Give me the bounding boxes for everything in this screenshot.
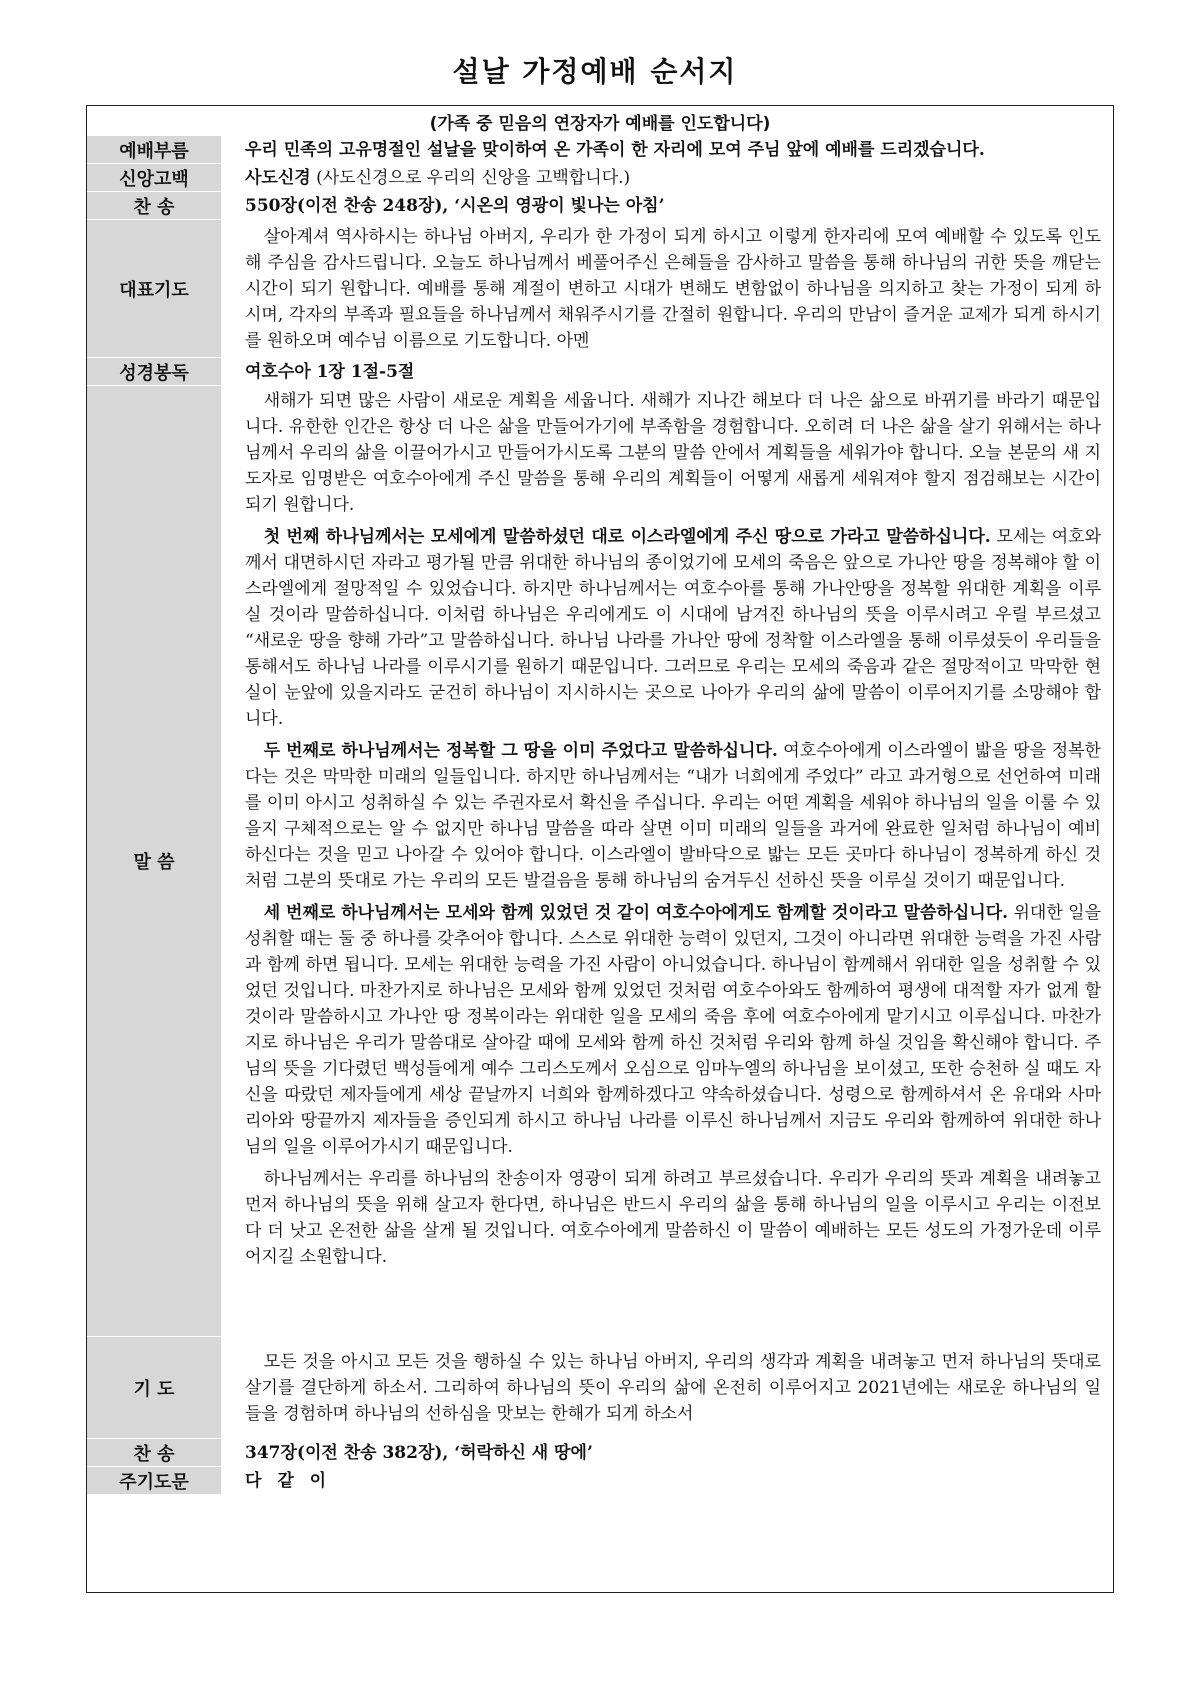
row-closing-prayer bbox=[87, 1337, 1113, 1439]
leader-note: (가족 중 믿음의 연장자가 예배를 인도합니다) bbox=[429, 113, 771, 134]
creed-text: (사도신경으로 우리의 신앙을 고백합니다.) bbox=[310, 168, 631, 188]
representative-prayer-content bbox=[245, 220, 1101, 358]
page-title: 설날 가정예배 순서지 bbox=[452, 55, 738, 88]
sermon-content bbox=[245, 386, 1101, 1337]
sermon-point-3-heading: 세 번째로 하나님께서는 모세와 함께 있었던 것 같이 여호수아에게도 함께할 것이라고 말씀하십니다. bbox=[263, 903, 1009, 923]
closing-prayer-text: 모든 것을 아시고 모든 것을 행하실 수 있는 하나님 아버지, 우리의 생각과 계획을 내려놓고 먼저 하나님의 뜻대로 살기를 결단하게 하소서. 그리하여 하나님의 뜻이 우리의 삶에 온전히 이루어지고 2021년에는 새로운 하나님의 일들을 경험하며 하나님의 선하심을 맛보는 한해가 되게 하소서 bbox=[245, 1352, 1101, 1424]
row-hymn-closing bbox=[87, 1439, 1113, 1467]
row-creed bbox=[87, 164, 1113, 192]
call-to-worship-text: 우리 민족의 고유명절인 설날을 맞이하여 온 가족이 한 자리에 모여 주님 앞에 예배를 드리겠습니다. bbox=[245, 140, 985, 160]
label-creed: 신앙고백 bbox=[87, 164, 221, 192]
row-scripture-reading bbox=[87, 358, 1113, 386]
sermon-point-1-body: 모세는 여호와께서 대면하시던 자라고 평가될 만큼 위대한 하나님의 종이었기에 모세의 죽음은 앞으로 가나안 땅을 정복해야 할 이스라엘에게 절망적일 수 있었습니다. 하지만 하나님께서는 여호수아를 통해 가나안땅을 정복할 위대한 계획을 이루실 것이라 말씀하십니다. 이처럼 하나님은 우리에게도 이 시대에 남겨진 하나님의 뜻을 이루시려고 우릴 부르셨고 “새로운 땅을 향해 가라”고 말씀하십니다. 하나님 나라를 가나안 땅에 정착할 이스라엘을 통해 이루셨듯이 우리들을 통해서도 하나님 나라를 이루시기를 원하기 때문입니다. 그러므로 우리는 모세의 죽음과 같은 절망적이고 막막한 현실이 눈앞에 있을지라도 굳건히 하나님이 지시하시는 곳으로 나아가 우리의 삶에 말씀이 이루어지기를 소망해야 합니다. bbox=[245, 527, 1101, 729]
label-lords-prayer: 주기도문 bbox=[87, 1467, 221, 1495]
label-hymn-closing: 찬 송 bbox=[87, 1439, 221, 1467]
sermon-point-1 bbox=[245, 524, 1101, 732]
creed-content bbox=[245, 164, 1101, 192]
sermon-point-2 bbox=[245, 738, 1101, 894]
order-of-worship-table bbox=[86, 105, 1114, 1593]
row-call-to-worship bbox=[87, 136, 1113, 164]
scripture-reading-text: 여호수아 1장 1절-5절 bbox=[245, 362, 415, 382]
label-scripture-reading: 성경봉독 bbox=[87, 358, 221, 386]
sermon-point-2-heading: 두 번째로 하나님께서는 정복할 그 땅을 이미 주었다고 말씀하십니다. bbox=[263, 741, 778, 761]
row-representative-prayer bbox=[87, 220, 1113, 358]
hymn-opening-text: 550장(이전 찬송 248장), ‘시온의 영광이 빛나는 아침’ bbox=[245, 196, 665, 216]
row-sermon bbox=[87, 386, 1113, 1337]
sermon-point-3 bbox=[245, 900, 1101, 1160]
closing-prayer-content bbox=[245, 1337, 1101, 1439]
label-closing-prayer: 기 도 bbox=[87, 1337, 221, 1439]
label-hymn-opening: 찬 송 bbox=[87, 192, 221, 220]
creed-head: 사도신경 bbox=[245, 168, 311, 188]
representative-prayer-text: 살아계셔 역사하시는 하나님 아버지, 우리가 한 가정이 되게 하시고 이렇게 한자리에 모여 예배할 수 있도록 인도해 주심을 감사드립니다. 오늘도 하나님께서 베풀어주신 은혜들을 감사하고 말씀을 통해 하나님의 귀한 뜻을 깨닫는 시간이 되기 원합니다. 예배를 통해 계절이 변하고 시대가 변해도 변함없이 하나님을 의지하고 찾는 가정이 되게 하시며, 각자의 부족과 필요들을 하나님께서 채워주시기를 간절히 원합니다. 우리의 만남이 즐거운 교제가 되게 하시기를 원하오며 예수님 이름으로 기도합니다. 아멘 bbox=[245, 227, 1101, 351]
sermon-paragraph-conclusion: 하나님께서는 우리를 하나님의 찬송이자 영광이 되게 하려고 부르셨습니다. 우리가 우리의 뜻과 계획을 내려놓고 먼저 하나님의 뜻을 위해 살고자 한다면, 하나님은 반드시 우리의 삶을 통해 하나님의 일을 이루시고 우리는 이전보다 더 낫고 온전한 삶을 살게 될 것입니다. 여호수아에게 말씀하신 이 말씀이 예배하는 모든 성도의 가정가운데 이루어지길 소원합니다. bbox=[245, 1169, 1101, 1267]
lords-prayer-text: 다 같 이 bbox=[245, 1471, 332, 1491]
leader-note-row bbox=[87, 106, 1113, 136]
sermon-point-2-body: 여호수아에게 이스라엘이 밟을 땅을 정복한다는 것은 막막한 미래의 일들입니다. 하지만 하나님께서는 “내가 너희에게 주었다” 라고 과거형으로 선언하여 미래를 이미 아시고 성취하실 수 있는 주권자로서 확신을 주십니다. 우리는 어떤 계획을 세워야 하나님의 일을 이룰 수 있을지 구체적으로는 알 수 없지만 하나님 말씀을 따라 살면 이미 미래의 일들을 과거에 완료한 일처럼 하나님이 예비하신다는 것을 믿고 나아갈 수 있어야 합니다. 이스라엘이 발바닥으로 밟는 모든 곳마다 하나님이 정복하게 하신 것처럼 그분의 뜻대로 가는 우리의 모든 발걸음을 통해 하나님의 숨겨두신 선하신 뜻을 이루실 것이기 때문입니다. bbox=[245, 741, 1101, 891]
label-sermon: 말 씀 bbox=[87, 386, 221, 1337]
row-hymn-opening bbox=[87, 192, 1113, 220]
sermon-paragraph-intro: 새해가 되면 많은 사람이 새로운 계획을 세웁니다. 새해가 지나간 해보다 더 나은 삶으로 바뀌기를 바라기 때문입니다. 유한한 인간은 항상 더 나은 삶을 만들어가기에 부족함을 경험합니다. 오히려 더 나은 삶을 살기 위해서는 하나님께서 우리의 삶을 이끌어가시고 만들어가시도록 그분의 말씀 안에서 계획들을 세워가야 합니다. 오늘 본문의 새 지도자로 임명받은 여호수아에게 주신 말씀을 통해 우리의 계획들이 어떻게 새롭게 세워져야 할지 점검해보는 시간이 되기 원합니다. bbox=[245, 391, 1101, 515]
label-call-to-worship: 예배부름 bbox=[87, 136, 221, 164]
sermon-point-3-body: 위대한 일을 성취할 때는 둘 중 하나를 갖추어야 합니다. 스스로 위대한 능력이 있던지, 그것이 아니라면 위대한 능력을 가진 사람과 함께 하면 됩니다. 모세는 위대한 능력을 가진 사람이 아니었습니다. 하나님이 함께해서 위대한 일을 성취할 수 있었던 것입니다. 마찬가지로 하나님은 모세와 함께 있었던 것처럼 여호수아와도 함께하여 평생에 대적할 자가 없게 할 것이라 말씀하시고 가나안 땅 정복이라는 위대한 일을 모세의 죽음 후에 여호수아에게 맡기시고 이루십니다. 마찬가지로 하나님은 우리가 말씀대로 살아갈 때에 모세와 함께 하신 것처럼 우리와 함께 하실 것임을 확신해야 합니다. 주님의 뜻을 기다렸던 백성들에게 예수 그리스도께서 오심으로 임마누엘의 하나님을 보이셨고, 또한 승천하 실 때도 자신을 따랐던 제자들에게 세상 끝날까지 너희와 함께하겠다고 약속하셨습니다. 성령으로 함께하셔서 온 유대와 사마리아와 땅끝까지 제자들을 증인되게 하시고 하나님 나라를 이루신 하나님께서 지금도 우리와 함께하여 위대한 하나님의 일을 이루어가시기 때문입니다. bbox=[245, 903, 1101, 1157]
sermon-point-1-heading: 첫 번째 하나님께서는 모세에게 말씀하셨던 대로 이스라엘에게 주신 땅으로 가라고 말씀하십니다. bbox=[263, 527, 991, 547]
label-representative-prayer: 대표기도 bbox=[87, 220, 221, 358]
row-lords-prayer bbox=[87, 1467, 1113, 1495]
hymn-closing-text: 347장(이전 찬송 382장), ‘허락하신 새 땅에’ bbox=[245, 1443, 593, 1463]
